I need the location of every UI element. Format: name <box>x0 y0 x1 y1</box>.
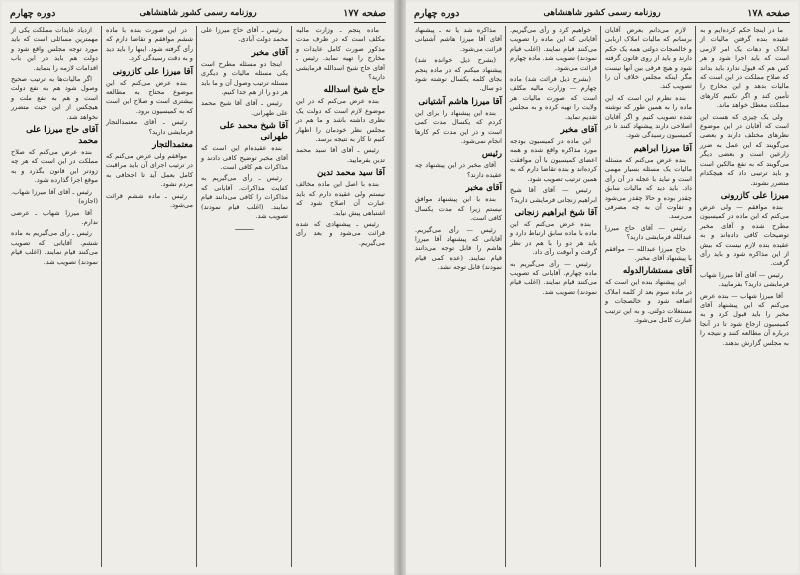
paragraph: رئیس ـ آقای حاج میرزا علی محمد دولت آبادی. <box>201 26 288 44</box>
right-page <box>406 2 798 573</box>
paragraph: رئیس ـ پیشنهادی که شده قرائت می‌شود و بعد رأی می‌گیریم. <box>296 219 385 247</box>
speaker-heading: آقا میرزا علی کازرونی <box>112 66 193 77</box>
right-page-period: دوره چهارم <box>414 8 460 19</box>
paragraph: این پیشنهاد بنده این است که در ماده سوم بعد از کلمه املاک اضافه شود و خالصجات و مستغلات دولتی. و به این ترتیب عبارت کامل می‌شود. <box>605 278 692 324</box>
paragraph: آقای مخبر در این پیشنهاد چه عقیده دارند؟ <box>415 161 502 179</box>
paragraph: بنده با اصل این ماده مخالف نیستم ولی عقیده دارم که باید عبارت آن اصلاح شود که اشتباهی پیش نیاید. <box>296 180 385 217</box>
paragraph: رئیس — رأی می‌گیریم. آقایانی که پیشنهاد آقا میرزا هاشم را قابل توجه می‌دانند قیام نمایند. (عده کمی قیام نمودند) قابل توجه نشد. <box>415 225 502 272</box>
paragraph: ازدیاد عایدات مملکت یکی از مهمترین مسائلی است که باید مورد توجه مجلس واقع شود و دولت هم باید در این باب اقدامات لازمه را بنماید. <box>11 26 98 72</box>
paragraph: رئیس ـ آقای آقا شیخ محمد علی طهرانی. <box>201 99 288 117</box>
speaker-heading: آقای مستشارالدوله <box>622 266 692 277</box>
speaker-heading: میرزا علی کازرونی <box>720 190 789 201</box>
left-page-number: صفحه ۱۷۷ <box>343 8 386 19</box>
paragraph: بنده این پیشنهاد را برای این کردم که یکسال مدت کمی است و در این مدت کم کارها انجام نمی‌شود. <box>415 108 502 146</box>
left-page <box>2 2 394 573</box>
paragraph: آقا میرزا شهاب — بنده عرض می‌کنم که این پیشنهاد آقای مخبر را باید قبول کرد و به کمیسیون ارجاع شود تا در آنجا درباره آن مطالعه کنند و نتیجه را به مجلس گزارش بدهند. <box>700 291 789 347</box>
paragraph: بنده عرض می‌کنم که در این موضوع لازم است که دولت یک نظری داشته باشد و ما هم در مجلس نظر خودمان را اظهار کنیم تا کار به نتیجه برسد. <box>296 97 385 144</box>
paragraph: بنده موافقم — ولی عرض می‌کنم که این ماده در کمیسیون مطرح شده و آقای مخبر توضیحات کافی داده‌اند و به عقیده بنده لازم نیست که بیش از این مذاکره شود و باید رأی گرفت. <box>700 202 789 268</box>
right-page-number: صفحه ۱۷۸ <box>747 8 790 19</box>
paragraph: رئیس — رأی می‌گیریم به ماده چهارم. آقایانی که تصویب می‌کنند قیام نمایند. (اغلب قیام نمودند) تصویب شد. <box>510 259 597 296</box>
left-page-period: دوره چهارم <box>10 8 56 19</box>
left-column-3 <box>103 26 196 567</box>
right-column-3 <box>507 26 600 567</box>
right-page-header <box>414 8 790 23</box>
paragraph: رئیس ـ ماده ششم قرائت می‌شود. <box>106 191 193 210</box>
paragraph: لازم می‌دانم بعرض آقایان برسانم که مالیات املاک اربابی و خالصجات دولتی همه یک حکم دارند و باید از روی قانون گرفته شود و هیچ فرقی بین آنها نیست مگر اینکه مجلس خلاف آن را تصویب کند. <box>605 26 692 91</box>
paragraph: مذاکره شد یا نه ـ پیشنهاد آقای آقا میرزا هاشم آشتیانی قرائت می‌شود. <box>415 26 502 53</box>
paragraph: رئیس ـ آقای آقا سید محمد تدین بفرمایید. <box>296 146 385 164</box>
paragraph: اگر مالیات‌ها به ترتیب صحیح وصول شود هم به نفع دولت است و هم به نفع ملت و هیچکس از این حیث متضرر نخواهد شد. <box>11 75 98 121</box>
right-column-2 <box>602 26 695 567</box>
paragraph: بنده عرض می‌کنم که این ماده با ماده سابق ارتباط دارد و باید هر دو را با هم در نظر گرفت و آنوقت رأی داد. <box>510 219 597 257</box>
left-column-2 <box>198 26 291 567</box>
paragraph: اینجا دو مسئله مطرح است یکی مسئله مالیات و دیگری مسئله ترتیب وصول آن و ما باید هر دو را از هم جدا کنیم. <box>201 59 288 97</box>
paragraph: (بشرح ذیل خوانده شد) پیشنهاد میکنم که در ماده پنجم بجای کلمه یکسال نوشته شود دو سال. <box>415 56 502 93</box>
speaker-heading: آقا شیخ محمد علی طهرانی <box>219 121 288 143</box>
right-page-title: روزنامه رسمی کشور شاهنشاهی <box>543 8 661 18</box>
left-column-1 <box>293 26 388 567</box>
left-page-title: روزنامه رسمی کشور شاهنشاهی <box>139 8 257 18</box>
speaker-heading: حاج شیخ اسدالله <box>323 85 385 96</box>
paragraph: این ماده در کمیسیون بودجه مورد مذاکره واقع شده و همه اعضای کمیسیون با آن موافقت کرده‌اند و بنده تقاضا دارم که به همین ترتیب تصویب شود. <box>510 137 597 183</box>
paragraph: بنده عرض می‌کنم که این موضوع محتاج به مطالعه بیشتری است و صلاح این است که به کمیسیون برود. <box>106 78 193 115</box>
speaker-heading: رئیس <box>481 149 502 160</box>
speaker-heading: آقای حاج میرزا علی محمد <box>26 125 98 147</box>
right-column-1 <box>697 26 792 567</box>
paragraph: بنده عرض می‌کنم که مسئله مالیات یک مسئله بسیار مهمی است و نباید با عجله در آن رأی داد. باید دید که مالیات سابق چقدر بوده و حالا چقدر می‌شود و تفاوت آن به چه مصرفی می‌رسد. <box>605 155 692 221</box>
paragraph: رئیس ـ آقای آقا میرزا شهاب. (اجازه) <box>11 187 98 206</box>
section-divider: ـــــــــ <box>235 223 254 232</box>
book-gutter <box>394 0 406 575</box>
paragraph: آقا میرزا شهاب ـ عرضی ندارم. <box>11 208 98 226</box>
paragraph: بنده نظرم این است که این ماده را به همین طور که نوشته شده تصویب کنیم و اگر آقایان اصلاحی دارند پیشنهاد کنند تا در کمیسیون رسیدگی شود. <box>605 93 692 140</box>
left-page-header <box>10 8 386 23</box>
paragraph: رئیس ـ رأی می‌گیریم به ماده ششم. آقایانی که تصویب می‌کنند قیام نمایند. (اغلب قیام نمودند) تصویب شد. <box>11 229 98 266</box>
speaker-heading: معتمدالتجار <box>152 140 193 151</box>
paragraph: ماده پنجم ـ وزارت مالیه مکلف است که در ظرف مدت مذکور صورت کامل عایدات و مخارج را تهیه نماید. رئیس ـ آقای حاج شیخ اسدالله فرمایشی دارید؟ <box>296 26 385 82</box>
speaker-heading: آقا میرزا هاشم آشتیانی <box>418 96 502 107</box>
paragraph: حاج میرزا عبدالله — موافقم با پیشنهاد آقای مخبر. <box>605 244 692 262</box>
paragraph: (بشرح ذیل قرائت شد) ماده چهارم — وزارت مالیه مکلف است که صورت مالیات هر ولایت را تهیه کرده و به مجلس تقدیم نماید. <box>510 75 597 121</box>
paragraph: رئیس — آقای آقا میرزا شهاب فرمایشی دارید؟ بفرمایید. <box>700 270 789 289</box>
speaker-heading: آقا میرزا ابراهیم <box>633 143 692 154</box>
left-page-columns <box>8 26 388 567</box>
speaker-heading: آقا سید محمد تدین <box>317 168 385 179</box>
paragraph: ولی یک چیزی که هست این است که آقایان در این موضوع نظرهای مختلف دارند و بعضی می‌گویند که این عمل به ضرر زارعین است و بعضی دیگر می‌گویند که به نفع مالکین است و باید ترتیبی داد که هیچکدام متضرر نشوند. <box>700 112 789 187</box>
left-column-4 <box>8 26 101 567</box>
paragraph: بنده عرض می‌کنم که صلاح مملکت در این است که هر چه زودتر این قانون بگذرد و به موقع اجرا گذارده شود. <box>11 148 98 185</box>
paragraph: خواهیم کرد و رأی می‌گیریم. آقایانی که این ماده را تصویب می‌کنند قیام نمایند. (اغلب قیام نمودند) تصویب شد. ماده چهارم قرائت می‌شود. <box>510 26 597 72</box>
speaker-heading: آقای مخبر <box>465 183 502 194</box>
paragraph: ما در اینجا حکم کرده‌ایم و به عقیده بنده گرفتن مالیات از املاک و دهات یک امر لازمی است که باید اجرا شود و هر کس هم که قبول ندارد باید بداند که صلاح مملکت در این است که مالیات بدهد و این مخارج را تأمین کند و اگر نکنیم کارهای مملکت معطل خواهد ماند. <box>700 26 789 110</box>
paragraph: رئیس — آقای حاج میرزا عبدالله فرمایشی دارید؟ <box>605 223 692 242</box>
paragraph: رئیس ـ آقای معتمدالتجار فرمایشی دارید؟ <box>106 118 193 136</box>
paragraph: در این صورت بنده با ماده ششم موافقم و تقاضا دارم که رأی گرفته شود. اینها را باید دید و به دقت رسیدگی کرد. <box>106 26 193 63</box>
paragraph: موافقم ولی عرض می‌کنم که در ترتیب اجرای آن باید مراقبت کامل بعمل آید تا اجحافی به مردم نشود. <box>106 152 193 189</box>
speaker-heading: آقای مخبر <box>560 125 597 136</box>
right-column-4 <box>412 26 505 567</box>
paragraph: بنده با این پیشنهاد موافق نیستم زیرا که مدت یکسال کافی است. <box>415 195 502 223</box>
paragraph: رئیس — آقای آقا شیخ ابراهیم زنجانی فرمایشی دارید؟ <box>510 186 597 204</box>
paragraph: رئیس ـ رأی می‌گیریم به کفایت مذاکرات. آقایانی که مذاکرات را کافی می‌دانند قیام نمایند. (اغلب قیام نمودند) تصویب شد. <box>201 174 288 221</box>
paragraph: بنده عقیده‌ام این است که آقای مخبر توضیح کافی دادند و مذاکرات هم کافی است. <box>201 144 288 172</box>
right-page-columns <box>412 26 792 567</box>
speaker-heading: آقا شیخ ابراهیم زنجانی <box>514 207 597 218</box>
speaker-heading: آقای مخبر <box>251 47 288 58</box>
